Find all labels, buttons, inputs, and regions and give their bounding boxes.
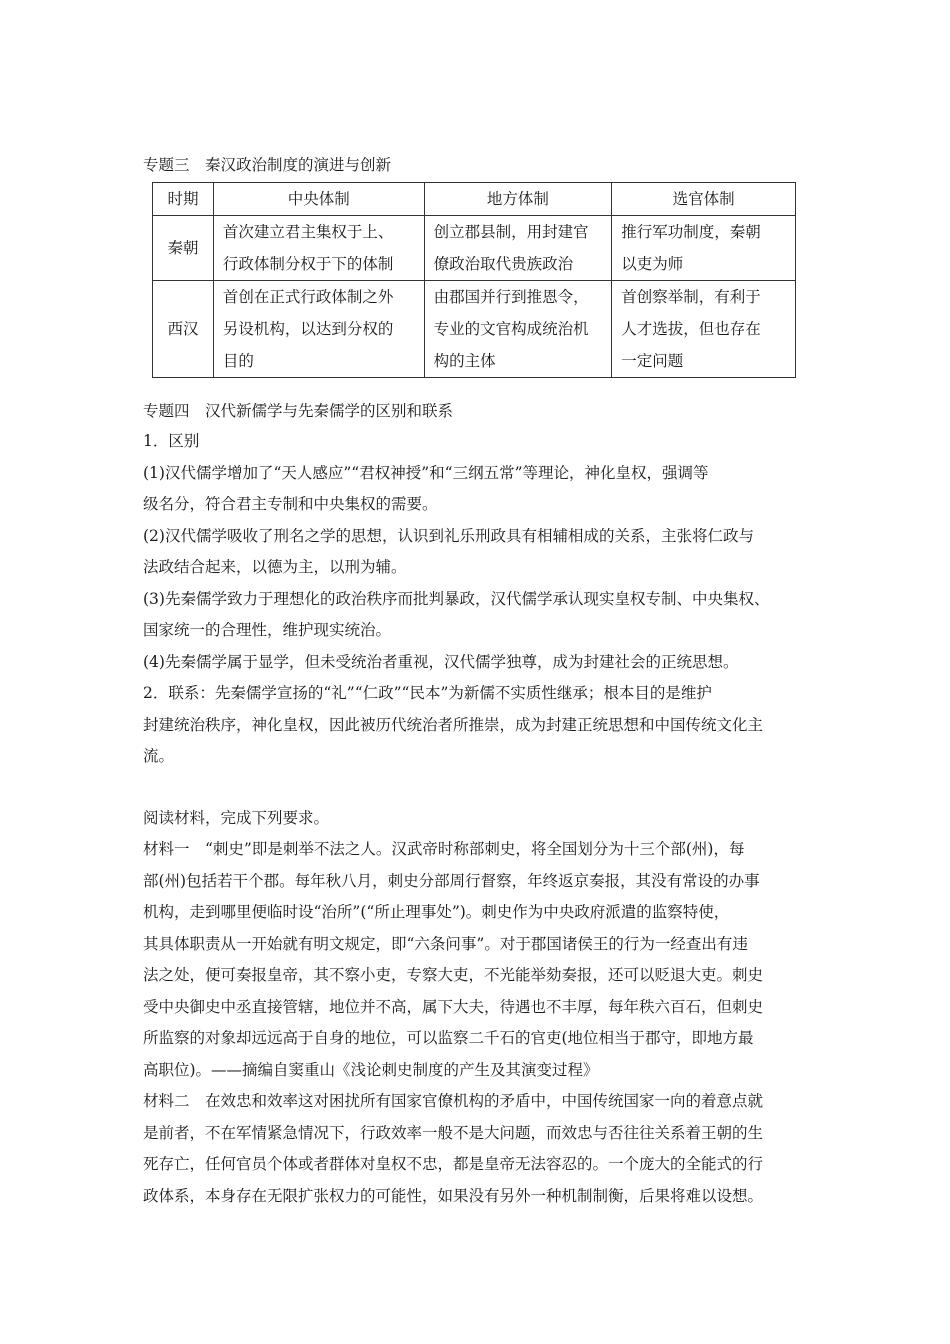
text-line: 法政结合起来，以德为主，以刑为辅。 [143,558,407,576]
text-line: 受中央御史中丞直接管辖，地位并不高，属下大夫，待遇也不丰厚，每年秩六百石，但刺史 [143,997,764,1016]
text-line: 政体系，本身存在无限扩张权力的可能性，如果没有另外一种机制制衡，后果将难以设想。 [143,1186,764,1205]
cell-line: 僚政治取代贵族政治 [433,255,574,273]
spacer [143,773,815,803]
cell-line: 首次建立君主集权于上、 [222,223,394,241]
connection-paragraph [143,678,815,773]
text-line: 是前者，不在军情紧急情况下，行政效率一般不是大问题，而效忠与否往往关系着王朝的生 [143,1123,764,1142]
table-header-row [153,183,796,216]
text-line: 机构，走到哪里便临时设“治所”(“所止理事处”)。刺史作为中央政府派遣的监察特使， [143,903,730,921]
text-line: (4)先秦儒学属于显学，但未受统治者重视，汉代儒学独尊，成为封建社会的正统思想。 [143,652,739,671]
text-line: 流。 [143,747,175,765]
cell-period: 西汉 [153,281,214,378]
cell-line: 构的主体 [433,352,496,370]
text-line: 材料二 在效忠和效率这对困扰所有国家官僚机构的矛盾中，中国传统国家一向的着意点就 [143,1092,764,1110]
cell-local [424,281,612,378]
section3-title: 专题三 秦汉政治制度的演进与创新 [143,156,392,174]
text-line: 高职位)。——摘编自窦重山《浅论刺史制度的产生及其演变过程》 [143,1060,599,1079]
cell-line: 创立郡县制，用封建官 [433,223,589,241]
text-line: 封建统治秩序，神化皇权，因此被历代统治者所推崇，成为封建正统思想和中国传统文化主 [143,715,764,734]
cell-line: 人才选拔，但也存在 [621,320,761,338]
header-selection: 选官体制 [612,183,796,216]
text-line: 材料一 “刺史”即是刺举不法之人。汉武帝时称部刺史，将全国划分为十三个部(州)，每 [143,840,745,858]
cell-line: 一定问题 [621,352,684,370]
cell-line: 以吏为师 [621,255,684,273]
header-central: 中央体制 [213,183,424,216]
cell-line: 首创在正式行政体制之外 [222,288,394,306]
document-page [143,150,815,1212]
reading-intro: 阅读材料，完成下列要求。 [143,808,330,827]
cell-central [213,216,424,281]
cell-period: 秦朝 [153,216,214,281]
header-period: 时期 [153,183,214,216]
cell-line: 目的 [222,352,254,370]
cell-line: 首创察举制，有利于 [621,288,761,306]
cell-line: 另设机构，以达到分权的 [222,320,394,338]
difference-item [143,521,815,584]
cell-local [424,216,612,281]
cell-line: 由郡国并行到推恩令， [433,288,589,306]
text-line: (2)汉代儒学吸收了刑名之学的思想，认识到礼乐刑政具有相辅相成的关系，主张将仁政与 [143,526,754,545]
subheading-difference: 1．区别 [143,432,200,450]
cell-selection [612,216,796,281]
text-line: 部(州)包括若干个郡。每年秋八月，刺史分部周行督察，年终返京奏报，其没有常设的办事 [143,871,760,890]
text-line: (3)先秦儒学致力于理想化的政治秩序而批判暴政，汉代儒学承认现实皇权专制、中央集权、 [143,589,770,608]
text-line: 级名分，符合君主专制和中央集权的需要。 [143,495,438,513]
text-line: 2．联系：先秦儒学宣扬的“礼”“仁政”“民本”为新儒不实质性继承；根本目的是维护 [143,684,712,702]
difference-item [143,584,815,647]
material-two [143,1086,815,1212]
difference-item [143,647,815,679]
cell-line: 行政体制分权于下的体制 [222,255,394,273]
difference-item [143,458,815,521]
comparison-table [152,182,796,378]
material-one [143,834,815,1086]
text-line: 国家统一的合理性，维护现实统治。 [143,621,392,639]
text-line: 所监察的对象却远远高于自身的地位，可以监察二千石的官吏(地位相当于郡守，即地方最 [143,1029,754,1047]
cell-line: 专业的文官构成统治机 [433,320,589,338]
cell-central [213,281,424,378]
table-row [153,281,796,378]
cell-line: 推行军功制度，秦朝 [621,223,761,241]
text-line: (1)汉代儒学增加了“天人感应”“君权神授”和“三纲五常”等理论，神化皇权，强调等 [143,463,709,482]
section4-title: 专题四 汉代新儒学与先秦儒学的区别和联系 [143,402,454,420]
header-local: 地方体制 [424,183,612,216]
text-line: 死存亡，任何官员个体或者群体对皇权不忠，都是皇帝无法容忍的。一个庞大的全能式的行 [143,1155,764,1173]
text-line: 其具体职责从一开始就有明文规定，即“六条问事”。对于郡国诸侯王的行为一经查出有违 [143,934,748,953]
cell-selection [612,281,796,378]
text-line: 法之处，便可奏报皇帝，其不察小吏，专察大吏，不光能举劾奏报，还可以贬退大吏。刺史 [143,966,764,984]
table-row [153,216,796,281]
